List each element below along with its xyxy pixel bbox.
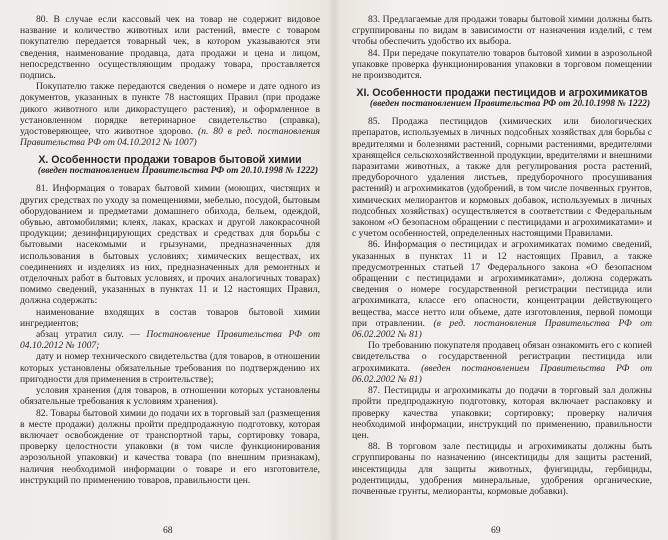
- page-number-left: 68: [163, 525, 173, 536]
- amendment-note: (введен постановлением Правительства РФ от 06.02.2002 № 81): [352, 362, 652, 385]
- paragraph-81-item-c: дату и номер технического свидетельства (для товаров, в отношении которых установлены обязательные требования по подтверждению их пригодности для применения в строительстве);: [20, 351, 320, 385]
- amendment-note: (п. 80 в ред. постановления Правительства РФ от 04.10.2012 № 1007): [20, 126, 320, 149]
- right-page: [352, 14, 652, 526]
- paragraph-82: 82. Товары бытовой химии до подачи их в торговый зал (размещения в месте продажи) должны пройти предпродажную подготовку, которая включает освобождение от транспортной тары, сортировку товара, проверку целостности упаковки (в том числе функционирования аэрозольной упаковки) и качества товара (по внешним признакам), наличия необходимой информации о товаре и его изготовителе, инструкций по применению товаров, правильности цен.: [20, 407, 320, 486]
- paragraph-80-continued: [20, 81, 320, 148]
- amendment-note: Постановление Правительства РФ от 04.10.2012 № 1007;: [20, 329, 320, 352]
- paragraph-81: 81. Информация о товарах бытовой химии (моющих, чистящих и других средствах по уходу за помещениями, мебелью, посудой, бытовым оборудованием и предметами домашнего обихода, бельем, одеждой, обувью, автомобилями; клеях, лаках, красках и другой лакокрасочной продукции; дезинфицирующих средствах и средствах для борьбы с бытовыми насекомыми и грызунами, предназначенных для использования в бытовых условиях; химических веществах, их соединениях и изделиях из них, предназначенных для ремонтных и отделочных работ в бытовых условиях, и прочих аналогичных товарах) помимо сведений, указанных в пунктах 11 и 12 настоящих Правил, должна содержать:: [20, 183, 320, 307]
- paragraph-81-item-a: наименование входящих в состав товаров бытовой химии ингредиентов;: [20, 306, 320, 329]
- paragraph-81-item-d: условия хранения (для товаров, в отношении которых установлены обязательные требования к условиям хранения).: [20, 385, 320, 408]
- paragraph-88: 88. В торговом зале пестициды и агрохимикаты должны быть сгруппированы по назначению (инсектициды для защиты растений, инсектициды для защиты животных, фунгициды, гербициды, родентициды, удобрения минеральные, удобрения органические, почвенные грунты, мелиоранты, кормовые добавки).: [352, 441, 652, 497]
- section-title: X. Особенности продажи товаров бытовой химии: [38, 154, 302, 167]
- paragraph-80: 80. В случае если кассовый чек на товар не содержит видовое название и количество животных или растений, вместе с товаром покупателю передается товарный чек, в котором указываются эти сведения, наименование продавца, дата продажи и цена и лицом, непосредственно осуществляющим продажу товара, проставляется подпись.: [20, 14, 320, 82]
- paragraph-87: 87. Пестициды и агрохимикаты до подачи в торговый зал должны пройти предпродажную подготовку, которая включает распаковку и проверку качества упаковки; сортировку; проверку наличия необходимой информации, инструкций по применению, правильности цен.: [352, 385, 652, 441]
- section-subtitle: (введен постановлением Правительства РФ от 20.10.1998 № 1222): [37, 166, 319, 177]
- paragraph-text: 86. Информация о пестицидах и агрохимикатах помимо сведений, указанных в пунктах 11 и 12 настоящих Правил, а также предусмотренных статьей 17 Федерального закона «О безопасном обращении с пестицидами и агрохимикатами», должна содержать сведения о номере государственной регистрации пестицида или агрохимиката, классе его опасности, концентрации действующего вещества, массе нетто или объеме, дате изготовления, первой помощи при отравлении.: [352, 239, 652, 329]
- left-page: [20, 14, 320, 526]
- paragraph-85: 85. Продажа пестицидов (химических или биологических препаратов, используемых в личных подсобных хозяйствах для борьбы с вредителями и болезнями растений, сорными растениями, вредителями хранящейся сельскохозяйственной продукции, вредителями и внешними паразитами животных, а также для регулирования роста растений, предуборочного удаления листьев, предуборочного просушивания растений) и агрохимикатов (удобрений, в том числе почвенных грунтов, химических мелиорантов и кормовых добавок, используемых в личных подсобных хозяйствах) осуществляется в соответствии с Федеральным законом «О безопасном обращении с пестицидами и агрохимикатами» и с учетом особенностей, определенных настоящими Правилами.: [352, 116, 652, 240]
- paragraph-text: Покупателю также передаются сведения о номере и дате одного из документов, указанных в пункте 78 настоящих Правил (при продаже дикого животного или дикорастущего растения), и оформленное в установленном порядке ветеринарное свидетельство (справка), удостоверяющее, что животное здорово.: [20, 81, 320, 138]
- paragraph-86-continued: [352, 340, 652, 385]
- section-title: XI. Особенности продажи пестицидов и агрохимикатов: [356, 87, 648, 100]
- paragraph-83: 83. Предлагаемые для продажи товары бытовой химии должны быть сгруппированы по видам в зависимости от назначения изделий, с тем чтобы обеспечить удобство их выбора.: [352, 14, 652, 48]
- paragraph-text: По требованию покупателя продавец обязан ознакомить его с копией свидетельства о государственной регистрации пестицида или агрохимиката.: [352, 340, 652, 374]
- amendment-note: (в ред. постановления Правительства РФ от 06.02.2002 № 81): [352, 317, 652, 341]
- paragraph-text: абзац утратил силу. —: [36, 329, 147, 341]
- page-number-right: 69: [491, 525, 501, 536]
- paragraph-84: 84. При передаче покупателю товаров бытовой химии в аэрозольной упаковке проверка функционирования упаковки в торговом помещении не производится.: [352, 47, 652, 82]
- paragraph-86: [352, 239, 652, 340]
- section-subtitle: (введен постановлением Правительства РФ от 20.10.1998 № 1222): [369, 99, 651, 110]
- paragraph-81-item-b: [20, 329, 320, 351]
